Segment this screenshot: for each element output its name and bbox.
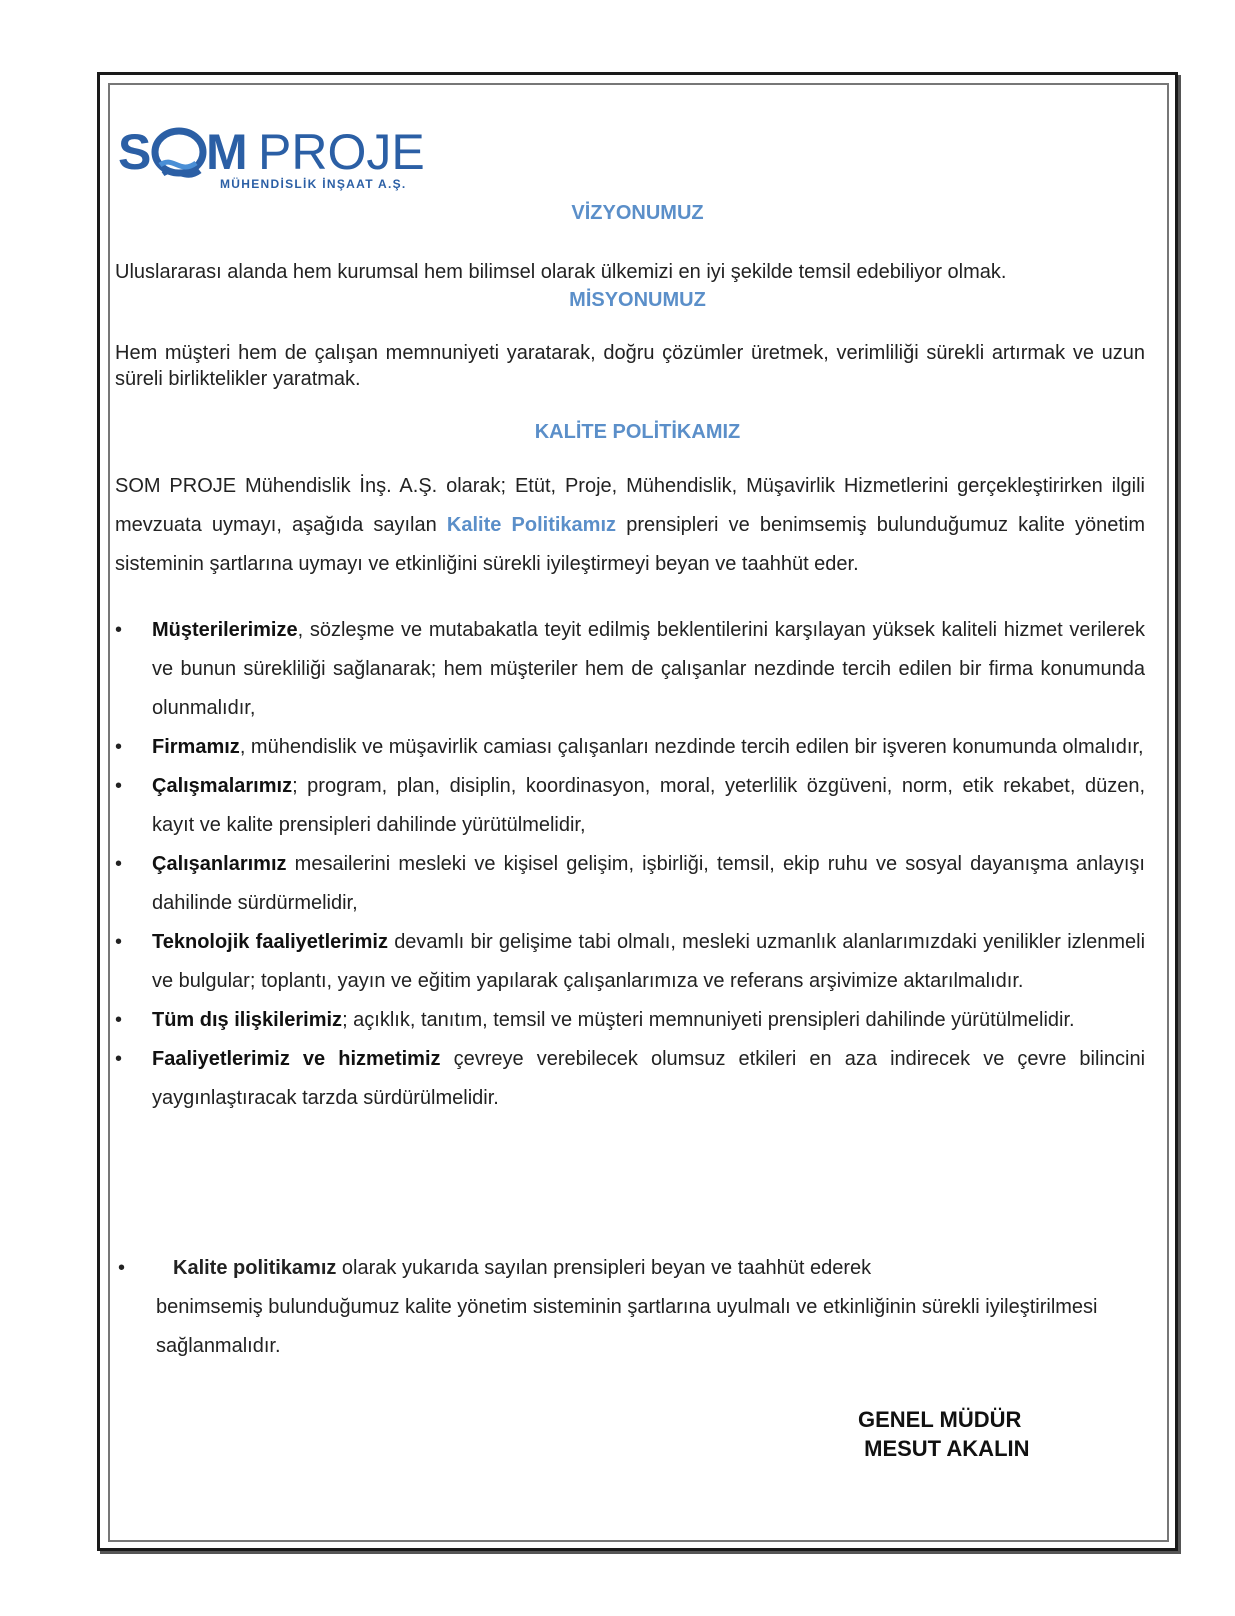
policy-list bbox=[115, 611, 1145, 1118]
kalite-intro-highlight: Kalite Politikamız bbox=[446, 514, 617, 536]
bullet-icon: • bbox=[115, 853, 123, 875]
logo-graphic bbox=[118, 125, 458, 195]
kalite-title: KALİTE POLİTİKAMIZ bbox=[534, 421, 741, 443]
policy-item-bold: Çalışmalarımız bbox=[152, 775, 293, 797]
company-logo bbox=[118, 125, 458, 195]
bullet-icon: • bbox=[115, 931, 123, 953]
vizyon-text: Uluslararası alanda hem kurumsal hem bilimsel olarak ülkemizi en iyi şekilde temsil edebiliyor olmak. bbox=[115, 261, 1007, 283]
logo-letter-m: M bbox=[206, 125, 248, 180]
policy-item-text: ; program, plan, disiplin, koordinasyon, moral, yeterlilik özgüveni, norm, etik rekabet, düzen, kayıt ve kalite prensipleri dahilinde yürütülmelidir, bbox=[152, 775, 1145, 836]
policy-item-text: , mühendislik ve müşavirlik camiası çalışanları nezdinde tercih edilen bir işveren konumunda olmalıdır, bbox=[239, 736, 1144, 758]
logo-proje: PROJE bbox=[258, 125, 425, 180]
bullet-icon: • bbox=[115, 775, 123, 797]
kalite-intro-after: prensipleri ve benimsemiş bulunduğumuz kalite yönetim sisteminin şartlarına uymayı ve etkinliğini sürekli iyileştirmeyi beyan ve taahhüt eder. bbox=[115, 514, 1146, 575]
policy-item-bold: Teknolojik faaliyetlerimiz bbox=[152, 931, 388, 953]
policy-item bbox=[115, 728, 1145, 767]
logo-wave-mark bbox=[155, 131, 203, 175]
signature-name: MESUT AKALIN bbox=[858, 1436, 1030, 1461]
policy-item-bold: Müşterilerimize bbox=[152, 619, 298, 641]
kalite-intro bbox=[115, 467, 1145, 584]
signature-role: GENEL MÜDÜR bbox=[858, 1407, 1022, 1432]
policy-item-text: ; açıklık, tanıtım, temsil ve müşteri memnuniyeti prensipleri dahilinde yürütülmelidir. bbox=[342, 1009, 1075, 1031]
policy-final-rest: benimsemiş bulunduğumuz kalite yönetim sisteminin şartlarına uyulmalı ve etkinliğinin sürekli iyileştirilmesi sağlanmalıdır. bbox=[156, 1296, 1098, 1357]
bullet-icon: • bbox=[118, 1257, 126, 1279]
policy-item-text: devamlı bir gelişime tabi olmalı, mesleki uzmanlık alanlarımızdaki yenilikler izlenmeli ve bulgular; toplantı, yayın ve eğitim yapılarak çalışanlarımıza ve referans arşivimize aktarılmalıdır. bbox=[152, 931, 1146, 992]
bullet-icon: • bbox=[115, 1009, 123, 1031]
policy-item bbox=[115, 1040, 1145, 1118]
policy-item-bold: Çalışanlarımız bbox=[152, 853, 287, 875]
bullet-icon: • bbox=[115, 619, 123, 641]
policy-item bbox=[115, 611, 1145, 728]
vizyon-title: VİZYONUMUZ bbox=[571, 202, 704, 224]
policy-item bbox=[115, 923, 1145, 1001]
policy-item bbox=[115, 845, 1145, 923]
policy-final-line1-text: olarak yukarıda sayılan prensipleri beyan ve taahhüt ederek bbox=[336, 1257, 872, 1279]
policy-item-text: mesailerini mesleki ve kişisel gelişim, işbirliği, temsil, ekip ruhu ve sosyal dayanışma anlayışı dahilinde sürdürmelidir, bbox=[152, 853, 1145, 914]
policy-item bbox=[115, 767, 1145, 845]
policy-final-bold: Kalite politikamız bbox=[173, 1257, 337, 1279]
misyon-text: Hem müşteri hem de çalışan memnuniyeti yaratarak, doğru çözümler üretmek, verimliliği sürekli artırmak ve uzun süreli birliktelikler yaratmak. bbox=[115, 342, 1145, 390]
policy-item-bold: Firmamız bbox=[152, 736, 240, 758]
policy-item-bold: Faaliyetlerimiz ve hizmetimiz bbox=[152, 1048, 441, 1070]
kalite-intro-before: SOM PROJE Mühendislik İnş. A.Ş. olarak; Etüt, Proje, Mühendislik, Müşavirlik Hizmetlerini gerçekleştirirken ilgili mevzuata uymayı, aşağıda sayılan bbox=[115, 475, 1145, 536]
bullet-icon: • bbox=[115, 1048, 123, 1070]
logo-tagline: MÜHENDİSLİK İNŞAAT A.Ş. bbox=[220, 177, 407, 191]
policy-item-text: , sözleşme ve mutabakatla teyit edilmiş beklentilerini karşılayan yüksek kaliteli hizmet verilerek ve bunun sürekliliği sağlanarak; hem müşteriler hem de çalışanlar nezdinde tercih edilen bir firma konumunda olunmalıdır, bbox=[152, 619, 1145, 719]
misyon-title: MİSYONUMUZ bbox=[569, 289, 706, 311]
logo-letter-s: S bbox=[118, 125, 152, 180]
policy-final-item bbox=[118, 1249, 1108, 1366]
policy-item bbox=[115, 1001, 1145, 1040]
signature-block bbox=[858, 1405, 1030, 1463]
bullet-icon: • bbox=[115, 736, 123, 758]
policy-final-line1 bbox=[118, 1257, 871, 1279]
policy-item-text: çevreye verebilecek olumsuz etkileri en aza indirecek ve çevre bilincini yaygınlaştıracak tarzda sürdürülmelidir. bbox=[152, 1048, 1146, 1109]
policy-item-bold: Tüm dış ilişkilerimiz bbox=[152, 1009, 343, 1031]
